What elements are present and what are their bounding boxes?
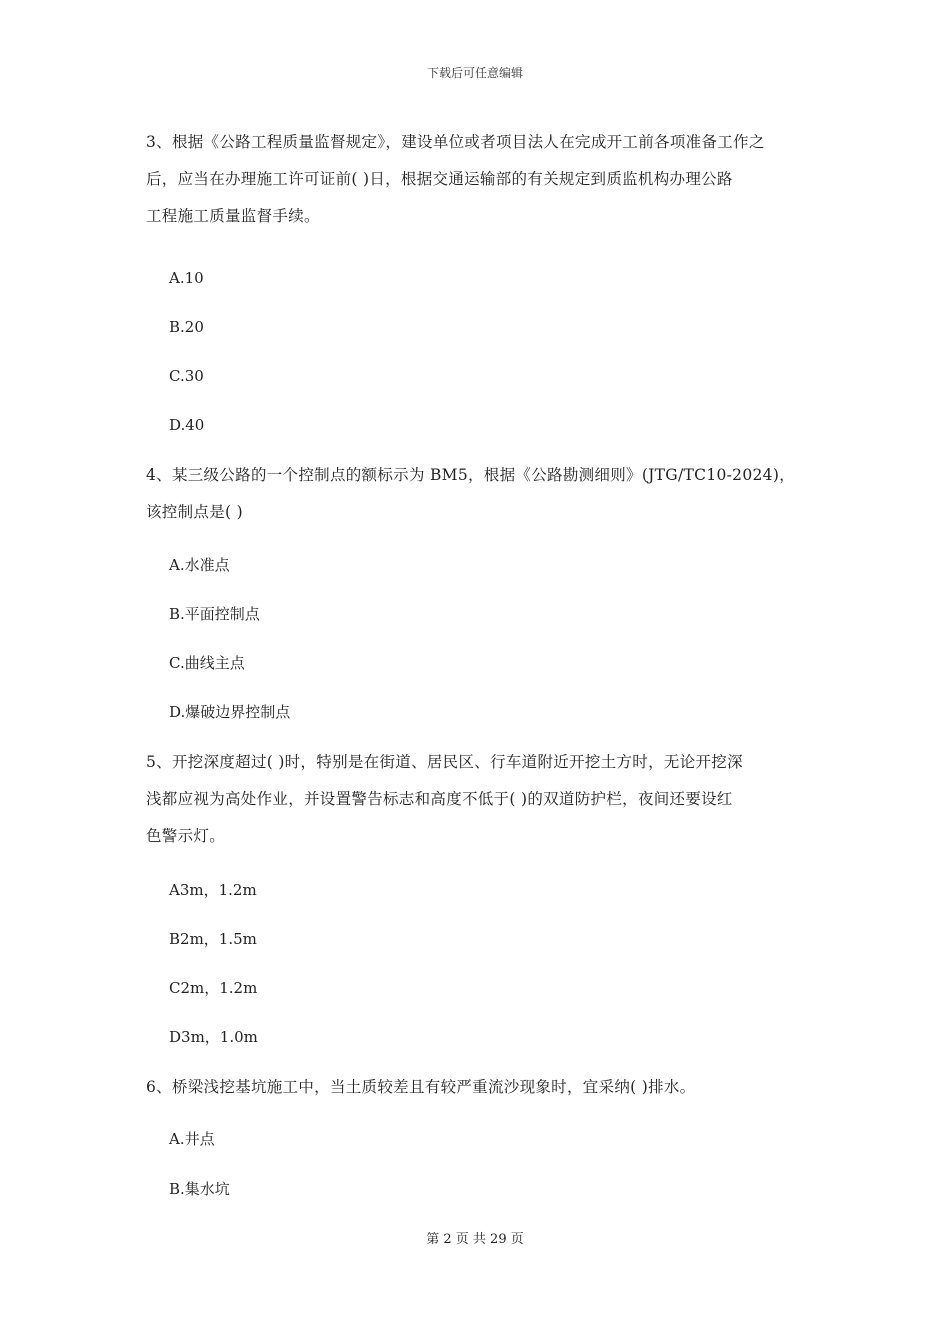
question-5-option-c: C2m，1.2m (169, 979, 258, 997)
question-4 (146, 457, 811, 722)
question-3-option-c: C.30 (169, 367, 204, 385)
question-5-option-a: A3m，1.2m (169, 881, 257, 899)
page-header: 下载后可任意编辑 (426, 66, 523, 80)
question-4-option-b: B.平面控制点 (169, 605, 260, 623)
question-6-option-a: A.井点 (169, 1130, 215, 1148)
question-5-option-b: B2m，1.5m (169, 930, 257, 948)
question-3-option-d: D.40 (169, 416, 205, 434)
question-4-line-2: 该控制点是( ) (146, 503, 243, 521)
question-4-option-c: C.曲线主点 (169, 654, 245, 672)
page-footer: 第 2 页 共 29 页 (426, 1232, 524, 1247)
question-6-line-1: 6、桥梁浅挖基坑施工中，当土质较差且有较严重流沙现象时，宜采纳( )排水。 (146, 1078, 696, 1096)
question-5-line-2: 浅都应视为高处作业，并设置警告标志和高度不低于( )的双道防护栏，夜间还要设红 (146, 790, 733, 808)
question-3-line-2: 后，应当在办理施工许可证前( )日，根据交通运输部的有关规定到质监机构办理公路 (146, 170, 733, 188)
question-5 (146, 744, 811, 1047)
question-6-option-b: B.集水坑 (169, 1180, 230, 1198)
question-4-line-1: 4、某三级公路的一个控制点的额标示为 BM5，根据《公路勘测细则》(JTG/TC10-2024)， (146, 466, 795, 484)
question-5-option-d: D3m，1.0m (169, 1028, 258, 1046)
question-4-option-d: D.爆破边界控制点 (169, 703, 291, 721)
question-5-line-1: 5、开挖深度超过( )时，特别是在街道、居民区、行车道附近开挖土方时，无论开挖深 (146, 753, 743, 771)
question-3 (146, 124, 811, 435)
question-6 (146, 1069, 811, 1199)
document-body (146, 124, 811, 1199)
question-3-option-b: B.20 (169, 318, 204, 336)
question-3-line-1: 3、根据《公路工程质量监督规定》，建设单位或者项目法人在完成开工前各项准备工作之 (146, 133, 765, 151)
question-3-line-3: 工程施工质量监督手续。 (146, 207, 320, 225)
question-5-line-3: 色警示灯。 (146, 827, 226, 845)
question-3-option-a: A.10 (169, 269, 204, 287)
question-4-option-a: A.水准点 (169, 556, 230, 574)
